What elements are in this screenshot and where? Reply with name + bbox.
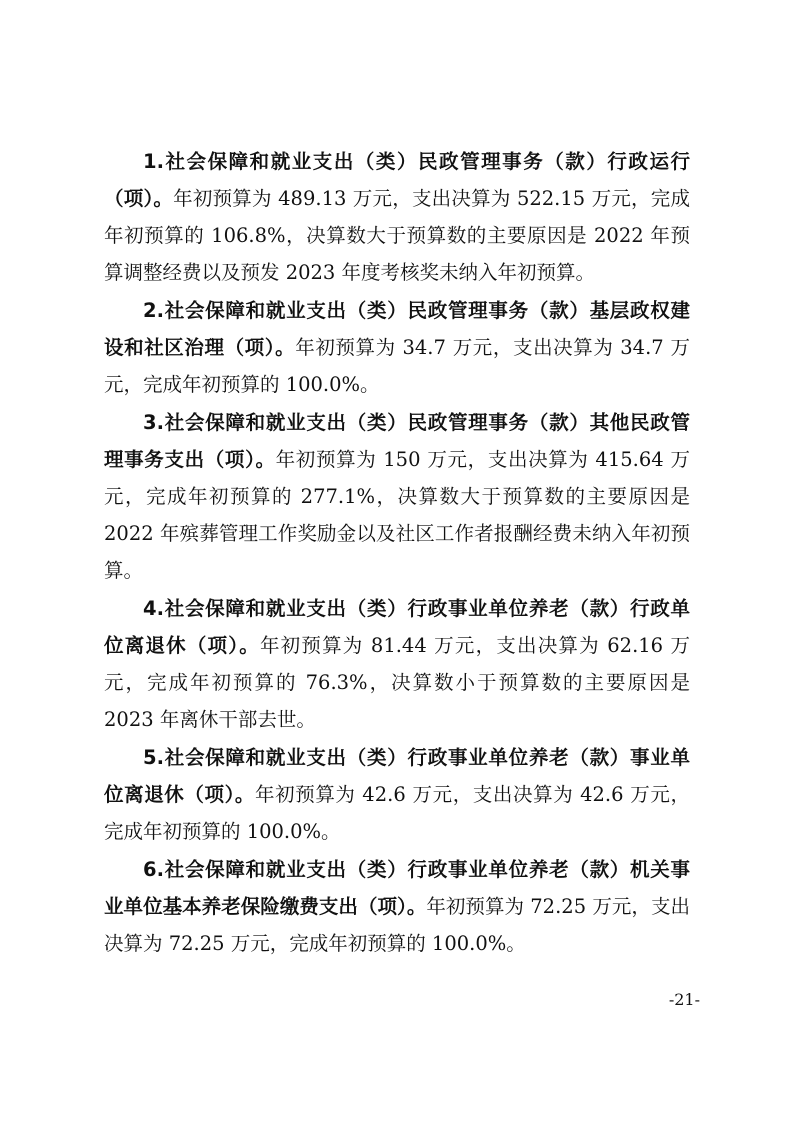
paragraph-3-heading: 3.社会保障和就业支出（类）民政管理事务（款）其他民政管理事务支出（项）。 xyxy=(104,411,690,471)
paragraph-4 xyxy=(104,590,690,738)
paragraph-2-heading: 2.社会保障和就业支出（类）民政管理事务（款）基层政权建设和社区治理（项）。 xyxy=(104,299,690,359)
paragraph-6-heading: 6.社会保障和就业支出（类）行政事业单位养老（款）机关事业单位基本养老保险缴费支出（项）。 xyxy=(104,858,690,918)
paragraph-4-heading: 4.社会保障和就业支出（类）行政事业单位养老（款）行政单位离退休（项）。 xyxy=(104,597,690,657)
paragraph-1-heading: 1.社会保障和就业支出（类）民政管理事务（款）行政运行（项）。 xyxy=(104,150,690,210)
paragraph-3-text: 年初预算为 150 万元，支出决算为 415.64 万元，完成年初预算的 277.1%，决算数大于预算数的主要原因是 2022 年殡葬管理工作奖励金以及社区工作者报酬经费未纳入年初预算。 xyxy=(104,448,690,582)
paragraph-1-text: 年初预算为 489.13 万元，支出决算为 522.15 万元，完成年初预算的 106.8%，决算数大于预算数的主要原因是 2022 年预算调整经费以及预发 2023 年度考核奖未纳入年初预算。 xyxy=(104,187,690,284)
paragraph-5-text: 年初预算为 42.6 万元，支出决算为 42.6 万元，完成年初预算的 100.0%。 xyxy=(104,783,690,843)
paragraph-6 xyxy=(104,851,690,962)
paragraph-4-text: 年初预算为 81.44 万元，支出决算为 62.16 万元，完成年初预算的 76.3%，决算数小于预算数的主要原因是 2023 年离休干部去世。 xyxy=(104,634,690,731)
paragraph-2 xyxy=(104,292,690,403)
paragraph-6-text: 年初预算为 72.25 万元，支出决算为 72.25 万元，完成年初预算的 100.0%。 xyxy=(104,895,690,955)
paragraph-5 xyxy=(104,739,690,850)
paragraph-5-heading: 5.社会保障和就业支出（类）行政事业单位养老（款）事业单位离退休（项）。 xyxy=(104,746,690,806)
document-body xyxy=(104,143,690,963)
page-number: -21- xyxy=(668,990,700,1009)
paragraph-3 xyxy=(104,404,690,589)
paragraph-2-text: 年初预算为 34.7 万元，支出决算为 34.7 万元，完成年初预算的 100.0%。 xyxy=(104,336,690,396)
paragraph-1 xyxy=(104,143,690,291)
